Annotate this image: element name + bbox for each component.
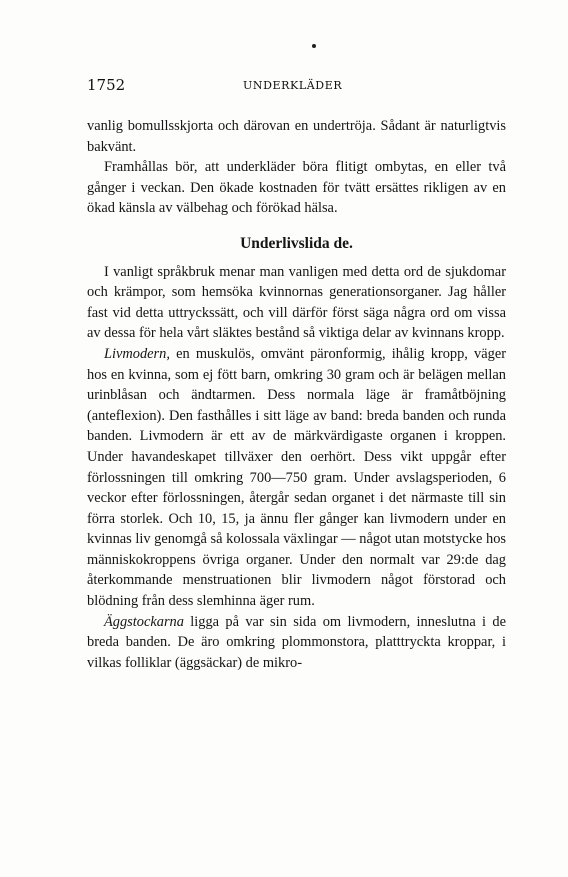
paragraph-livmodern-text: en muskulös, omvänt päronformig, ihålig kropp, väger hos en kvinna, som ej fött barn, omkring 30 gram och är belägen mellan urinblåsan och ändtarmen. Dess normala läge är framåtböjning (anteflexion). Den fasthålles i sitt läge av band: breda banden och runda banden. Livmodern är ett av de märkvärdigaste organen i kroppen. Under havandeskapet tillväxer den oerhört. Dess vikt uppgår efter förlossningen till omkring 700—750 gram. Under avslagsperioden, 6 veckor efter förlossningen, återgår sedan organet i det närmaste till sin förra storlek. Och 10, 15, ja ännu fler gånger kan livmodern under en kvinnas liv genomgå så kolossala växlingar — något utan motstycke hos människokroppens övriga organer. Under den normalt var 29:de dag återkommande menstruationen blir livmodern något förstorad och blödning från dess slemhinna äger rum.	[87, 345, 506, 610]
running-title: UNDERKLÄDER	[243, 79, 343, 92]
paragraph-livmodern	[87, 344, 506, 612]
term-livmodern: Livmodern,	[104, 345, 170, 362]
paragraph-intro: I vanligt språkbruk menar man vanligen med detta ord de sjukdomar och krämpor, som hemsöka kvinnornas generationsorganer. Jag håller fast vid detta uttryckssätt, och vill därför först säga några ord om vissa av dessa för hela vårt släktes bestånd så viktiga delar av kvinnans kropp.	[87, 263, 506, 342]
page-header	[87, 76, 507, 98]
term-aggstockarna: Äggstockarna	[104, 613, 184, 630]
paragraph-aggstockarna-text: ligga på var sin sida om livmodern, inneslutna i de breda banden. De äro omkring plommonstora, platttryckta kroppar, i vilkas folliklar (äggsäckar) de mikro-	[87, 613, 506, 671]
paragraph-aggstockarna	[87, 612, 506, 674]
paragraph-underwear-change: Framhållas bör, att underkläder böra flitigt ombytas, en eller två gånger i veckan. Den ökade kostnaden för tvätt ersättes rikligen av en ökad känsla av välbehag och förökad hälsa.	[87, 159, 506, 217]
paragraph-continuation: vanlig bomullsskjorta och därovan en undertröja. Sådant är naturligtvis bakvänt.	[87, 118, 506, 155]
body-text	[87, 116, 506, 673]
section-heading: Underlivslida de.	[240, 234, 353, 252]
print-speck	[312, 44, 316, 48]
page-number: 1752	[87, 76, 126, 94]
